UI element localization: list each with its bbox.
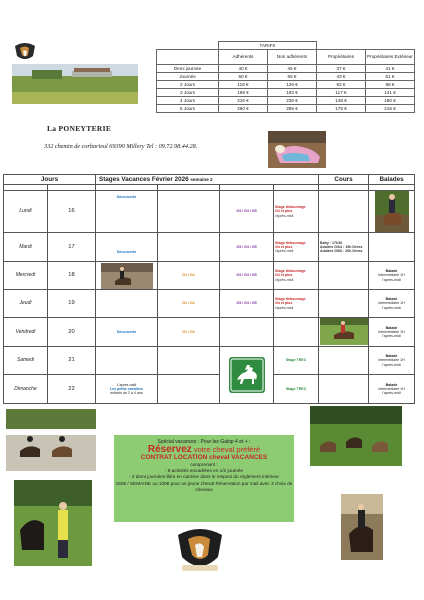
planning-row-samedi [4, 347, 415, 375]
activity-stage-trec: Stage TREC [274, 375, 319, 404]
day-number: 18 [48, 262, 96, 290]
tarifs-title: TARIFS [219, 42, 317, 50]
rider-forest-photo [375, 191, 409, 233]
tarifs-row [157, 105, 415, 113]
planning-row-mercredi [4, 262, 415, 290]
day-name: Samedi [4, 347, 48, 375]
tarifs-header-non-adherents: Non adhérents [268, 50, 317, 65]
tarifs-row [157, 65, 415, 73]
planning-row-lundi [4, 191, 415, 233]
tarif-value: 116 € [219, 81, 268, 89]
promo-comprenant: comprenant : [190, 462, 218, 467]
tarif-label: Journée [157, 73, 219, 81]
activity-decouverte: Découverte [96, 191, 158, 233]
activity-decouverte: Découverte [96, 233, 158, 262]
farm-landscape-photo [12, 64, 138, 104]
tarif-value: 117 € [317, 89, 366, 97]
poneyterie-logo-small [13, 42, 37, 62]
activity-stage-trec: Stage TREC [274, 347, 319, 375]
arena-photo-cell [96, 262, 158, 290]
balade-info: Balade intermédiaire 1H l'après-midi [369, 375, 415, 404]
activity-g3-g4-g5: G3 / G4 / G5 [220, 290, 274, 318]
tarif-value: 175 € [317, 105, 366, 113]
arena-jump-photo [6, 409, 96, 471]
tarif-value: 40 € [219, 65, 268, 73]
tarif-value: 180 € [366, 97, 415, 105]
brand-name: La PONEYTERIE [47, 124, 112, 133]
planning-row-mardi [4, 233, 415, 262]
tarifs-table [156, 41, 415, 113]
balade-info: Balade intermédiaire 1H l'après-midi [369, 318, 415, 347]
promo-price: 150€ / SEMAINE ou 100€ pour un jeune cheval Réservation par mail avec 3 choix de chevaux [115, 480, 293, 492]
tarif-value: 43 € [317, 73, 366, 81]
tarif-label: Demi journée [157, 65, 219, 73]
balade-info: Balade intermédiaire 1H l'après-midi [369, 290, 415, 318]
activity-g3-g4-g5: G3 / G4 / G5 [220, 262, 274, 290]
rider-close-photo [341, 494, 383, 560]
tarifs-row [157, 97, 415, 105]
activity-stage-debourrage: Stage débourrage G4 et plus l'après-midi [274, 191, 319, 233]
arena-riders-photo [101, 263, 153, 289]
day-number: 16 [48, 191, 96, 233]
tarif-label: 3 Jours [157, 89, 219, 97]
planning-table [3, 174, 415, 404]
tarifs-header-proprietaires: Propriétaires [317, 50, 366, 65]
activity-g1-g2: G1 / G2 [158, 318, 220, 347]
balade-cell [369, 191, 415, 233]
promo-reservez: Réservez [147, 444, 192, 455]
activity-g3-g4-g5: G3 / G4 / G5 [220, 233, 274, 262]
planning-header-row [4, 175, 415, 185]
promo-line-2 [114, 446, 294, 454]
tarif-value: 37 € [317, 65, 366, 73]
tarifs-title-row [157, 42, 415, 50]
day-number: 19 [48, 290, 96, 318]
tarif-value: 126 € [268, 81, 317, 89]
activity-g1-g2: G1 / G2 [158, 262, 220, 290]
promo-box [114, 435, 294, 522]
activity-stage-debourrage: Stage débourrage G4 et plus l'après-midi [274, 233, 319, 262]
tarif-value: 98 € [366, 81, 415, 89]
balade-info: Balade intermédiaire 1H l'après-midi [369, 347, 415, 375]
cours-schedule: Baby : 17h30 Adultes G3/4 : 19h Dress Adultes G5/6 : 20h Dress [319, 233, 369, 262]
header-week: semaine 2 [190, 176, 213, 182]
tarif-value: 168 € [219, 89, 268, 97]
tarif-value: 65 € [268, 73, 317, 81]
tarifs-header-proprietaires-exterieur: Propriétaires Extérieur [366, 50, 415, 65]
promo-activities: - 8 activités encadrées en 1/2 journée [164, 468, 244, 474]
activity-g1-g2: G1 / G2 [158, 290, 220, 318]
promo-free-sessions: - 2 demi journées libre en carrière dans le respect du règlement intérieur [128, 474, 280, 480]
tarif-value: 141 € [366, 89, 415, 97]
activity-stage-debourrage: Stage débourrage G4 et plus l'après-midi [274, 290, 319, 318]
tarif-value: 60 € [219, 73, 268, 81]
balade-info: Balade intermédiaire 1H l'après-midi [369, 262, 415, 290]
promo-cheval-prefere: votre cheval préféré [193, 445, 261, 454]
horses-lunge-photo [14, 480, 92, 566]
header-stages [96, 175, 319, 185]
tarif-value: 45 € [268, 65, 317, 73]
tarif-value: 260 € [219, 105, 268, 113]
cross-photo-cell [319, 318, 369, 347]
day-name: Dimanche [4, 375, 48, 404]
promo-line-1: Spécial vacances : Pour les Galop 4 et + : [157, 439, 251, 445]
tarif-value: 41 € [366, 65, 415, 73]
tarif-label: 5 Jours [157, 105, 219, 113]
tarif-value: 236 € [268, 97, 317, 105]
tarif-value: 215 € [366, 105, 415, 113]
tarif-value: 51 € [366, 73, 415, 81]
poneyterie-logo [174, 527, 226, 573]
planning-row-vendredi [4, 318, 415, 347]
tarifs-row [157, 81, 415, 89]
trail-ride-photo [310, 406, 402, 466]
header-cours: Cours [319, 175, 369, 185]
tarifs-header-adherents: Adhérents [219, 50, 268, 65]
day-name: Vendredi [4, 318, 48, 347]
day-number: 20 [48, 318, 96, 347]
tarif-label: 4 Jours [157, 97, 219, 105]
tarif-value: 285 € [268, 105, 317, 113]
planning-row-jeudi [4, 290, 415, 318]
activity-stage-debourrage: Stage débourrage G4 et plus l'après-midi [274, 262, 319, 290]
day-number: 22 [48, 375, 96, 404]
header-balades: Balades [369, 175, 415, 185]
tarifs-row [157, 73, 415, 81]
day-number: 21 [48, 347, 96, 375]
petits-cavaliers: L'après-midi Les petits cavaliers enfants de 2 à 4 ans [96, 375, 158, 404]
trec-sign-cell [220, 347, 274, 404]
header-stages-title: Stages Vacances Février 2026 [99, 175, 189, 183]
promo-contract: CONTRAT LOCATION cheval VACANCES [140, 454, 268, 461]
tarif-value: 216 € [219, 97, 268, 105]
activity-decouverte: Découverte [96, 318, 158, 347]
day-name: Jeudi [4, 290, 48, 318]
planning-row-dimanche [4, 375, 415, 404]
tarif-value: 148 € [317, 97, 366, 105]
pony-blanket-photo [268, 131, 326, 168]
day-number: 17 [48, 233, 96, 262]
trec-horse-sign-icon [228, 356, 266, 394]
tarif-label: 2 Jours [157, 81, 219, 89]
day-name: Mercredi [4, 262, 48, 290]
tarifs-header-row [157, 50, 415, 65]
tarif-value: 183 € [268, 89, 317, 97]
activity-g3-g4-g5: G3 / G4 / G5 [220, 191, 274, 233]
day-name: Lundi [4, 191, 48, 233]
rider-field-photo [320, 318, 368, 346]
header-jours: Jours [4, 175, 96, 185]
address-line: 332 chemin de corbarieul 69390 Millery Tel : 09.72.98.44.28. [44, 143, 198, 150]
tarif-value: 82 € [317, 81, 366, 89]
day-name: Mardi [4, 233, 48, 262]
tarifs-row [157, 89, 415, 97]
